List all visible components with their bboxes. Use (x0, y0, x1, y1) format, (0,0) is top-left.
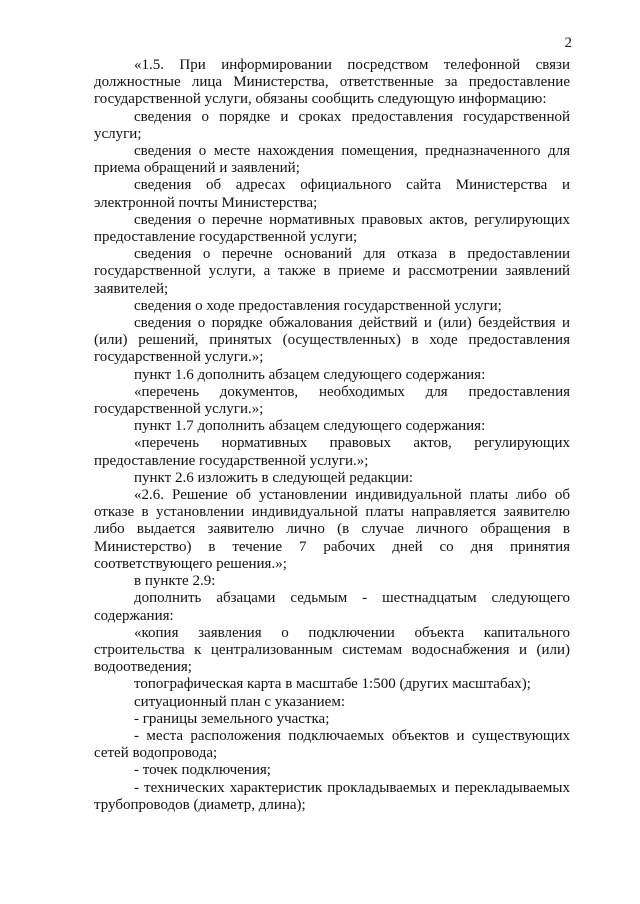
paragraph: сведения о месте нахождения помещения, предназначенного для приема обращений и заявлений; (94, 143, 570, 177)
paragraph: топографическая карта в масштабе 1:500 (других масштабах); (134, 676, 531, 693)
paragraph: пункт 2.6 изложить в следующей редакции: (134, 469, 414, 486)
paragraph: сведения о порядке обжалования действий и (или) бездействия и (или) решений, принятых (осуществленных) в ходе предоставления государственной услуги.»; (94, 315, 570, 366)
paragraph: - места расположения подключаемых объектов и существующих сетей водопровода; (94, 727, 570, 762)
paragraph: сведения о перечне оснований для отказа в предоставлении государственной услуги, а также в приеме и рассмотрении заявлений заявителей; (94, 246, 570, 297)
paragraph: «2.6. Решение об установлении индивидуальной платы либо об отказе в установлении индивидуальной платы направляется заявителю либо выдается заявителю лично (в случае личного обращения в Министерство) в течение 7 рабочих дней со дня принятия соответствующего решения.»; (94, 487, 570, 572)
paragraph: пункт 1.7 дополнить абзацем следующего содержания: (134, 418, 486, 435)
paragraph: - технических характеристик прокладываемых и перекладываемых трубопроводов (диаметр, длина); (94, 779, 570, 813)
paragraph: сведения о перечне нормативных правовых актов, регулирующих предоставление государственной услуги; (94, 211, 570, 246)
paragraph: сведения о порядке и сроках предоставления государственной услуги; (94, 108, 570, 142)
paragraph: - границы земельного участка; (134, 710, 330, 727)
paragraph: пункт 1.6 дополнить абзацем следующего содержания: (134, 366, 486, 383)
paragraph: «перечень нормативных правовых актов, регулирующих предоставление государственной услуги.»; (94, 435, 570, 469)
paragraph: «1.5. При информировании посредством телефонной связи должностные лица Министерства, ответственные за предоставление государственной услуги, обязаны сообщить следующую информацию: (94, 57, 570, 108)
paragraph: сведения о ходе предоставления государственной услуги; (134, 297, 502, 314)
paragraph: дополнить абзацами седьмым - шестнадцатым следующего содержания: (94, 590, 570, 624)
document-body (94, 57, 570, 814)
paragraph: - точек подключения; (134, 762, 271, 779)
paragraph: ситуационный план с указанием: (134, 693, 345, 710)
paragraph: сведения об адресах официального сайта Министерства и электронной почты Министерства; (94, 177, 570, 211)
paragraph: «перечень документов, необходимых для предоставления государственной услуги.»; (94, 383, 570, 418)
page-number: 2 (564, 35, 572, 51)
paragraph: «копия заявления о подключении объекта капитального строительства к централизованным системам водоснабжения и (или) водоотведения; (94, 624, 570, 676)
paragraph: в пункте 2.9: (134, 573, 216, 590)
